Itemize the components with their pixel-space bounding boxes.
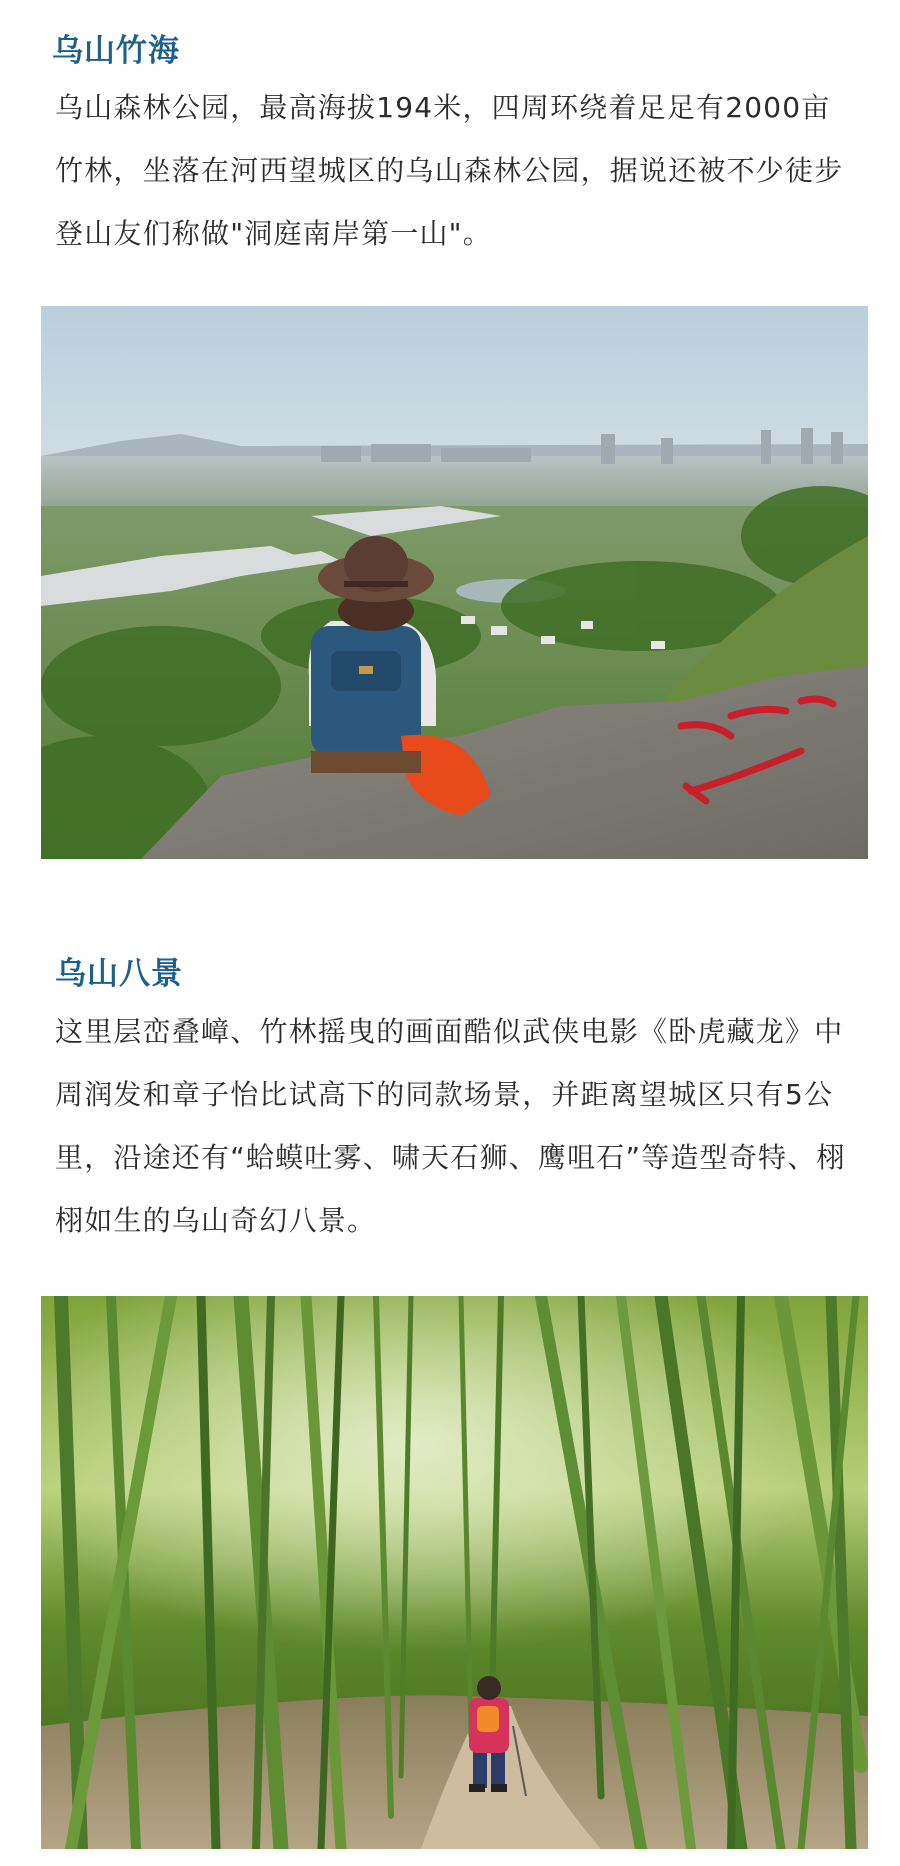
- sky: [41, 306, 868, 456]
- hiker-overlook-photo: [41, 306, 868, 859]
- section-body-wushan-eight-views: 这里层峦叠嶂、竹林摇曳的画面酷似武侠电影《卧虎藏龙》中周润发和章子怡比试高下的同款场景，并距离望城区只有5公里，沿途还有“蛤蟆吐雾、啸天石狮、鹰咀石”等造型奇特、栩栩如生的乌山奇幻八景。: [55, 1015, 846, 1237]
- section-title-wushan-bamboo-sea: 乌山竹海: [52, 33, 180, 69]
- section-body-wushan-bamboo-sea: 乌山森林公园，最高海拔194米，四周环绕着足足有2000亩竹林，坐落在河西望城区的乌山森林公园，据说还被不少徒步登山友们称做"洞庭南岸第一山"。: [55, 91, 844, 250]
- section-title-wushan-eight-views: 乌山八景: [55, 956, 183, 992]
- bamboo-forest-photo: [41, 1296, 868, 1849]
